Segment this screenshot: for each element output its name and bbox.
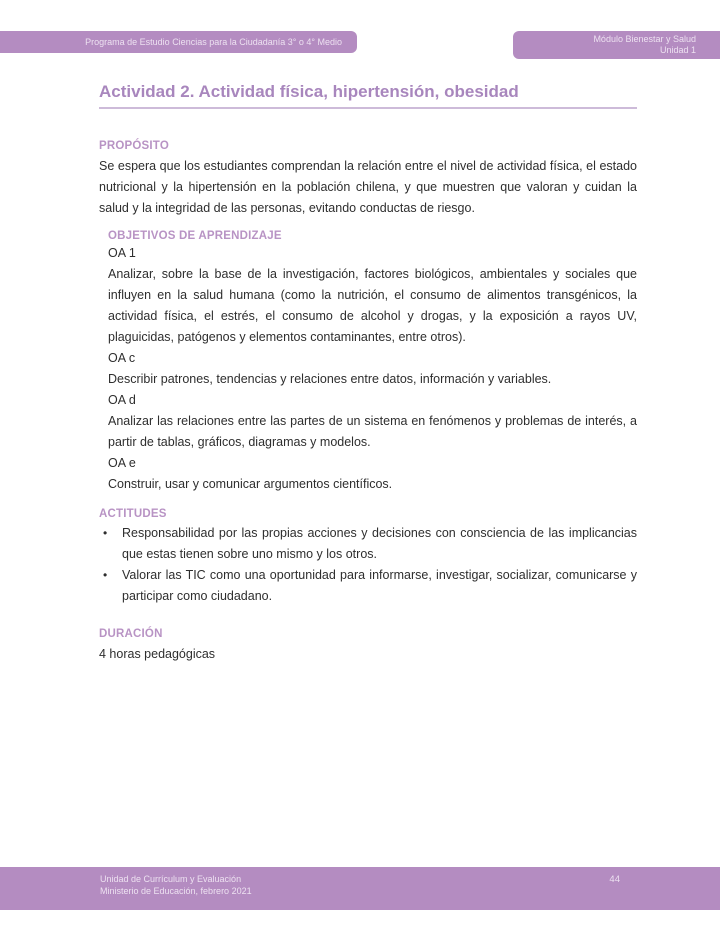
oa-text: Analizar las relaciones entre las partes de un sistema en fenómenos y problemas de interés, a partir de tablas, gráficos, diagramas y modelos. [108, 414, 637, 449]
bullet-icon: • [103, 526, 108, 540]
actitudes-list [99, 523, 637, 607]
duracion-body: 4 horas pedagógicas [99, 647, 216, 661]
header-unit-label: Unidad 1 [659, 45, 696, 55]
footer-credits [100, 874, 252, 897]
oa-text: Analizar, sobre la base de la investigación, factores biológicos, ambientales y sociales que influyen en la salud humana (como la nutrición, el consumo de alimentos transgénicos, la actividad física, el estrés, el consumo de alcohol y drogas, y la exposición a rayos UV, plaguicidas, patógenos y elementos contaminantes, entre otros). [108, 267, 637, 344]
proposito-heading: PROPÓSITO [99, 140, 169, 152]
objetivos-heading: OBJETIVOS DE APRENDIZAJE [108, 230, 282, 242]
oa-label: OA d [108, 393, 136, 407]
header-module-label: Módulo Bienestar y Salud [593, 34, 696, 44]
oa-label: OA c [108, 351, 136, 365]
oa-label: OA e [108, 456, 136, 470]
footer-bar [0, 867, 720, 910]
actitudes-heading: ACTITUDES [99, 508, 167, 520]
objetivos-section [108, 229, 637, 495]
oa-text: Describir patrones, tendencias y relaciones entre datos, información y variables. [108, 372, 552, 386]
duracion-heading: DURACIÓN [99, 628, 163, 640]
list-item-text: Responsabilidad por las propias acciones y decisiones con consciencia de las implicancias que estas tienen sobre uno mismo y los otros. [122, 526, 637, 561]
oa-text: Construir, usar y comunicar argumentos científicos. [108, 477, 393, 491]
oa-label: OA 1 [108, 246, 136, 260]
list-item-text: Valorar las TIC como una oportunidad para informarse, investigar, socializar, comunicarse y participar como ciudadano. [122, 568, 637, 603]
bullet-icon: • [103, 568, 108, 582]
footer-org: Unidad de Currículum y Evaluación [100, 874, 242, 884]
header-program-label: Programa de Estudio Ciencias para la Ciudadanía 3° o 4° Medio [85, 37, 342, 47]
page-number: 44 [609, 874, 620, 885]
list-item [99, 523, 637, 565]
activity-title: Actividad 2. Actividad física, hipertensión, obesidad [99, 82, 637, 109]
proposito-body: Se espera que los estudiantes comprendan la relación entre el nivel de actividad física, el estado nutricional y la hipertensión en la población chilena, y que muestren que valoran y cuidan la salud y la integridad de las personas, evitando conductas de riesgo. [99, 159, 637, 215]
list-item [99, 565, 637, 607]
footer-ministry: Ministerio de Educación, febrero 2021 [100, 885, 252, 896]
